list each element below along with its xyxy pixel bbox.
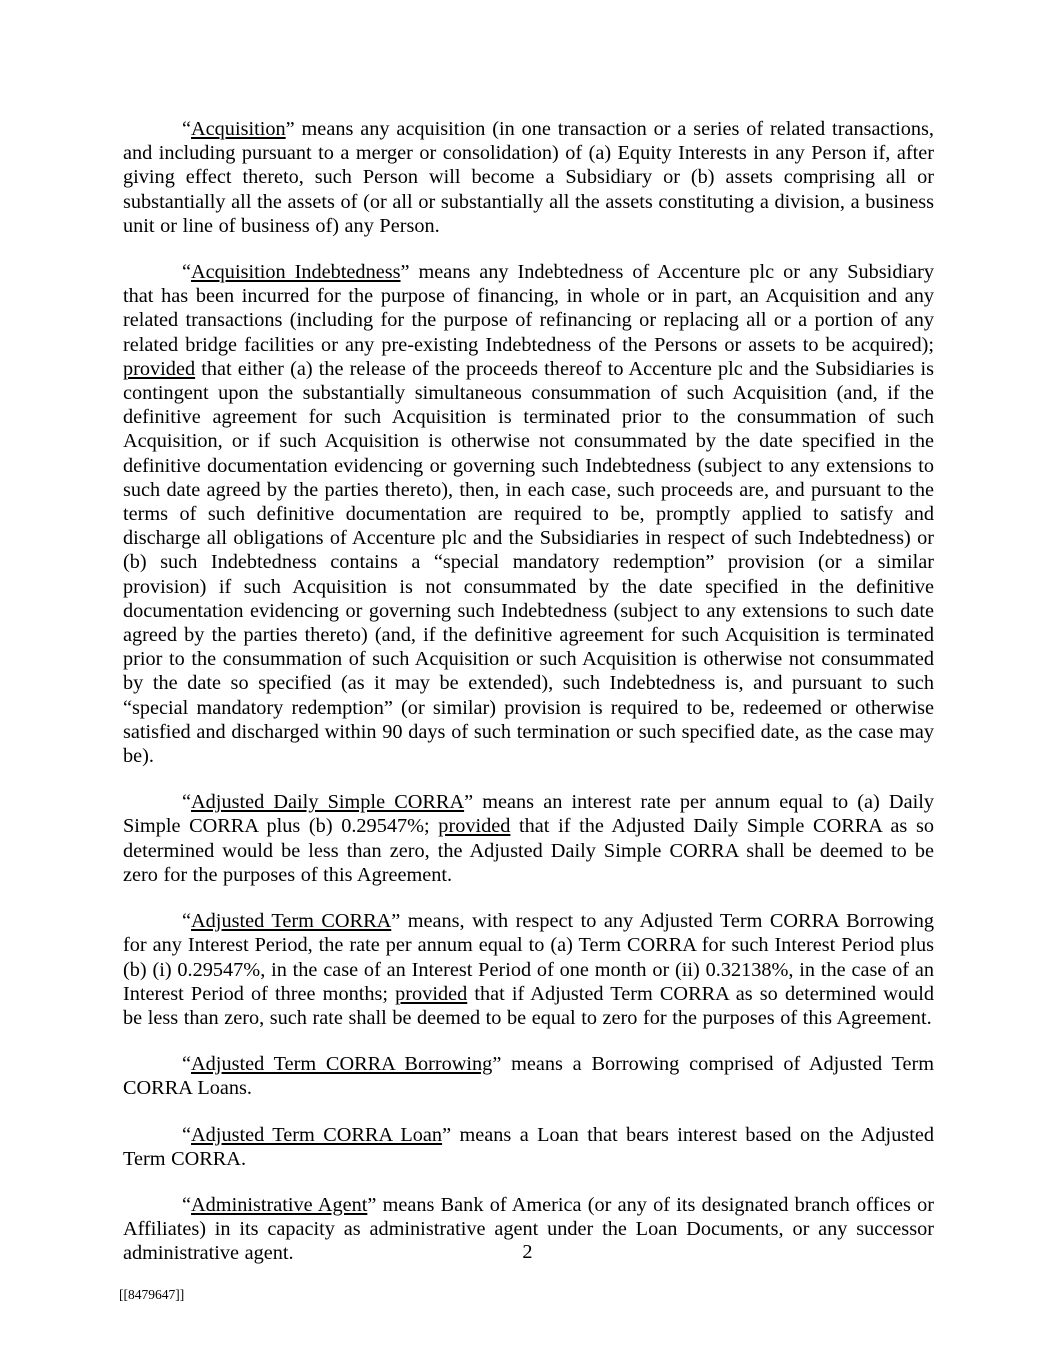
text-run: ” means a Loan that bears interest based on the Adjusted Term CORRA. [123, 1123, 935, 1170]
text-run: “ [182, 118, 192, 140]
underlined-term: provided [395, 982, 468, 1005]
underlined-term: Adjusted Daily Simple CORRA [191, 791, 465, 814]
footer-tag: [[8479647]] [119, 1287, 185, 1302]
text-run: ” means any acquisition (in one transaction or a series of related transactions, and including pursuant to a merger or consolidation) of (a) Equity Interests in any Person if, after giving effect thereto, such Person will become a Subsidiary or (b) assets comprising all or substantially all the assets of (or all or substantially all the assets constituting a division, a business unit or line of business of) any Person. [123, 118, 934, 237]
text-run: “ [182, 1123, 192, 1146]
text-run: “ [182, 1193, 192, 1216]
text-run: that either (a) the release of the proceeds thereof to Accenture plc and the Subsidiaries is contingent upon the substantially simultaneous consummation of such Acquisition (and, if the definitive agreement for such Acquisition is terminated prior to the consummation of such Acquisition, or if such Acquisition is otherwise not consummated by the date specified in the definitive documentation evidencing or governing such Indebtedness (subject to any extensions to such date agreed by the parties thereto), then, in each case, such proceeds are, and pursuant to the terms of such definitive documentation are required to be, promptly applied to satisfy and discharge all obligations of Accenture plc and the Subsidiaries in respect of such Indebtedness) or (b) such Indebtedness contains a “special mandatory redemption” provision (or a similar provision) if such Acquisition is not consummated by the date specified in the definitive documentation evidencing or governing such Indebtedness (subject to any extensions to such date agreed by the parties thereto) (and, if the definitive agreement for such Acquisition is terminated prior to the consummation of such Acquisition or such Acquisition is otherwise not consummated by the date so specified (as it may be extended), such Indebtedness is, and pursuant to such “special mandatory redemption” (or similar) provision is required to be, redeemed or otherwise satisfied and discharged within 90 days of such termination or such specified date, as the case may be). [123, 357, 934, 768]
text-run: ” means, with respect to any Adjusted Term CORRA Borrowing for any Interest Period, the rate per annum equal to (a) Term CORRA for such Interest Period plus (b) (i) 0.29547%, in the case of an Interest Period of one month or (ii) 0.32138%, in the case of an Interest Period of three months; [123, 910, 934, 1005]
text-run: ” means Bank of America (or any of its designated branch offices or Affiliates) in its capacity as administrative agent under the Loan Documents, or any successor administrative agent. [123, 1193, 934, 1265]
underlined-term: Acquisition [191, 118, 286, 140]
underlined-term: Acquisition Indebtedness [191, 261, 401, 284]
definitions-section [123, 117, 934, 1288]
text-run: “ [182, 791, 192, 814]
text-run: ” means an interest rate per annum equal to (a) Daily Simple CORRA plus (b) 0.29547%; [123, 791, 934, 838]
text-run: “ [182, 910, 192, 933]
text-run: “ [182, 261, 192, 284]
text-run: that if the Adjusted Daily Simple CORRA as so determined would be less than zero, the Adjusted Daily Simple CORRA shall be deemed to be zero for the purposes of this Agreement. [123, 815, 934, 886]
underlined-term: Adjusted Term CORRA Loan [191, 1123, 443, 1146]
definition-acquisition [123, 117, 934, 238]
definition-acquisition-indebtedness [123, 260, 934, 768]
text-run: “ [182, 1053, 192, 1076]
page-number: 2 [522, 1241, 533, 1263]
definition-adjusted-term-corra-loan [123, 1123, 934, 1171]
definition-adjusted-daily-simple-corra [123, 790, 934, 887]
text-run: ” means any Indebtedness of Accenture plc or any Subsidiary that has been incurred for the purpose of financing, in whole or in part, an Acquisition and any related transactions (including for the purpose of refinancing or replacing all or a portion of any related bridge facilities or any pre-existing Indebtedness of the Persons or assets to be acquired); [123, 261, 934, 356]
definition-adjusted-term-corra-borrowing [123, 1052, 934, 1100]
underlined-term: Adjusted Term CORRA Borrowing [191, 1053, 493, 1076]
text-run: that if Adjusted Term CORRA as so determined would be less than zero, such rate shall be deemed to be equal to zero for the purposes of this Agreement. [123, 982, 934, 1029]
underlined-term: provided [123, 357, 196, 380]
underlined-term: Adjusted Term CORRA [191, 910, 392, 933]
underlined-term: provided [438, 815, 511, 838]
text-run: ” means a Borrowing comprised of Adjusted Term CORRA Loans. [123, 1053, 935, 1100]
definition-adjusted-term-corra [123, 909, 934, 1030]
underlined-term: Administrative Agent [191, 1193, 368, 1216]
